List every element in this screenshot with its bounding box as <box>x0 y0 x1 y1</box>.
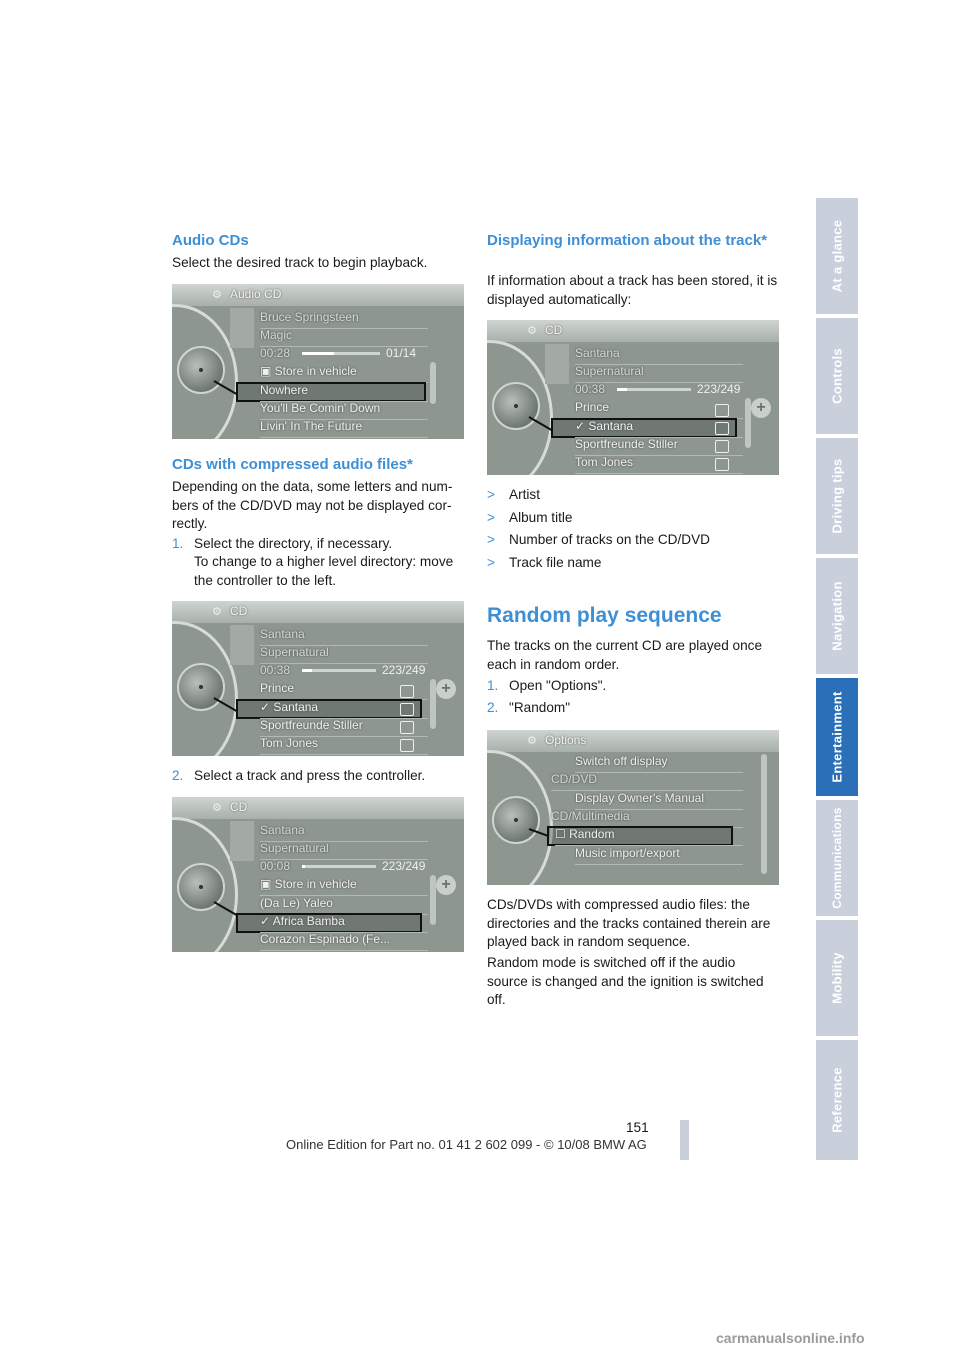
screen-title: Options <box>545 733 587 747</box>
footer-bar <box>680 1120 689 1160</box>
random-para-2: Random mode is switched off if the audio source is changed and the ignition is switched off. <box>487 955 764 1007</box>
list-item: Supernatural <box>260 645 428 664</box>
list-item-selected: ✓ Africa Bamba <box>260 914 428 933</box>
footer-text: Online Edition for Part no. 01 41 2 602 099 - © 10/08 BMW AG <box>286 1137 647 1152</box>
folder-icon <box>715 404 729 417</box>
list-item: Santana <box>575 346 743 365</box>
menu-item-random: ☐ Random <box>555 827 743 846</box>
page-number: 151 <box>626 1120 649 1135</box>
tab-entertainment[interactable]: Entertainment <box>816 678 858 796</box>
bullet-list <box>487 486 779 572</box>
folder-icon <box>715 458 729 471</box>
store-icon: ▣ <box>260 877 275 891</box>
artist-icon <box>230 821 254 861</box>
track-counter: 01/14 <box>386 346 417 360</box>
folder-icon <box>400 739 414 752</box>
screen-track-info <box>487 320 779 475</box>
list-item: Livin' In The Future <box>260 419 428 438</box>
list-item: 00:08 <box>260 859 291 873</box>
folder-icon <box>715 440 729 453</box>
section-heading-audio-cds: Audio CDs <box>172 232 249 249</box>
step-2: 2. Select a track and press the controller. <box>172 768 426 783</box>
random-step-2: 2. "Random" <box>487 700 571 715</box>
folder-icon <box>400 703 414 716</box>
compressed-text: Depending on the data, some letters and num-bers of the CD/DVD may not be displayed cor-rectly. <box>172 479 453 531</box>
step-1-detail: To change to a higher level directory: move the controller to the left. <box>194 554 454 588</box>
screen-title: Audio CD <box>230 287 282 301</box>
list-item: Corazon Espinado (Fe... <box>260 932 428 951</box>
list-item: You'll Be Comin' Down <box>260 401 428 420</box>
settings-icon: ⚙ <box>527 325 537 337</box>
list-item: Tom Jones <box>575 455 743 474</box>
tab-navigation[interactable]: Navigation <box>816 558 858 674</box>
menu-item-switch-off-display: Switch off display <box>575 754 743 773</box>
bullet-item: > Album title <box>487 509 573 525</box>
tab-driving-tips[interactable]: Driving tips <box>816 438 858 554</box>
settings-icon: ⚙ <box>212 802 222 814</box>
list-item: Bruce Springsteen <box>260 310 428 329</box>
list-item: (Da Le) Yaleo <box>260 896 428 915</box>
random-text: The tracks on the current CD are played once each in random order. <box>487 638 763 672</box>
controller-knob-icon <box>177 346 225 394</box>
tab-communications[interactable]: Communications <box>816 800 858 916</box>
screen-title: CD <box>230 800 248 814</box>
controller-knob-icon <box>492 796 540 844</box>
list-item: Magic <box>260 328 428 347</box>
progress-bar <box>302 865 305 868</box>
plus-icon: + <box>751 398 771 418</box>
plus-icon: + <box>436 875 456 895</box>
bullet-item: > Track file name <box>487 554 602 570</box>
list-item: Sportfreunde Stiller <box>260 718 428 737</box>
controller-knob-icon <box>492 382 540 430</box>
scrollbar <box>430 679 436 729</box>
section-heading-display-info: Displaying information about the track* <box>487 232 768 249</box>
folder-icon <box>400 685 414 698</box>
progress-bar <box>302 352 334 355</box>
tab-controls[interactable]: Controls <box>816 318 858 434</box>
track-counter: 223/249 <box>382 663 426 677</box>
list-item: Prince <box>575 400 743 419</box>
track-counter: 223/249 <box>697 382 741 396</box>
store-icon: ▣ <box>260 364 275 378</box>
scrollbar <box>430 875 436 925</box>
random-step-1: 1. Open "Options". <box>487 678 607 693</box>
settings-icon: ⚙ <box>212 606 222 618</box>
display-info-text: If information about a track has been stored, it is displayed automatically: <box>487 273 778 307</box>
bullet-item: > Number of tracks on the CD/DVD <box>487 532 710 547</box>
list-item: Santana <box>260 627 428 646</box>
screen-title: CD <box>545 323 563 337</box>
screen-audio-cd <box>172 284 464 439</box>
tab-mobility[interactable]: Mobility <box>816 920 858 1036</box>
screen-title: CD <box>230 604 248 618</box>
list-item: ▣ Store in vehicle <box>260 877 428 896</box>
tab-reference[interactable]: Reference <box>816 1040 858 1160</box>
list-item: Santana <box>260 823 428 842</box>
menu-group-cd-dvd: CD/DVD <box>551 772 743 791</box>
tab-at-a-glance[interactable]: At a glance <box>816 198 858 314</box>
folder-icon <box>715 422 729 435</box>
list-item: Supernatural <box>260 841 428 860</box>
list-item: ▣ Store in vehicle <box>260 364 428 383</box>
bullet-item: > Artist <box>487 487 540 502</box>
random-para-1: CDs/DVDs with compressed audio files: the directories and the tracks contained therein are played back in random sequence. <box>487 897 771 949</box>
progress-bar <box>302 669 312 672</box>
list-item-selected: Nowhere <box>260 383 428 402</box>
controller-knob-icon <box>177 663 225 711</box>
scrollbar <box>430 362 436 404</box>
menu-item-display-owners-manual: Display Owner's Manual <box>575 791 743 810</box>
artist-icon <box>230 625 254 665</box>
section-heading-compressed: CDs with compressed audio files* <box>172 456 413 473</box>
list-item: Sportfreunde Stiller <box>575 437 743 456</box>
folder-icon <box>400 721 414 734</box>
screen-cd-directory <box>172 601 464 756</box>
settings-icon: ⚙ <box>212 289 222 301</box>
list-item: 00:38 <box>575 382 606 396</box>
audio-cds-text: Select the desired track to begin playback. <box>172 255 428 270</box>
list-item-selected: ✓ Santana <box>575 419 743 438</box>
plus-icon: + <box>436 679 456 699</box>
menu-group-cd-multimedia: CD/Multimedia <box>551 809 743 828</box>
list-item: 00:38 <box>260 663 291 677</box>
artist-icon <box>230 308 254 348</box>
progress-bar <box>617 388 627 391</box>
screen-cd-track <box>172 797 464 952</box>
settings-icon: ⚙ <box>527 735 537 747</box>
artist-icon <box>545 344 569 384</box>
watermark: carmanualsonline.info <box>716 1330 865 1346</box>
scrollbar <box>761 754 767 874</box>
menu-item-music-import-export: Music import/export <box>575 846 743 865</box>
list-item-selected: ✓ Santana <box>260 700 428 719</box>
step-1: 1. Select the directory, if necessary. <box>172 536 393 551</box>
list-item: Supernatural <box>575 364 743 383</box>
list-item: Tom Jones <box>260 736 428 755</box>
list-item: Prince <box>260 681 428 700</box>
scrollbar <box>745 398 751 448</box>
list-item: 00:28 <box>260 346 291 360</box>
section-heading-random: Random play sequence <box>487 604 722 627</box>
screen-options <box>487 730 779 885</box>
track-counter: 223/249 <box>382 859 426 873</box>
